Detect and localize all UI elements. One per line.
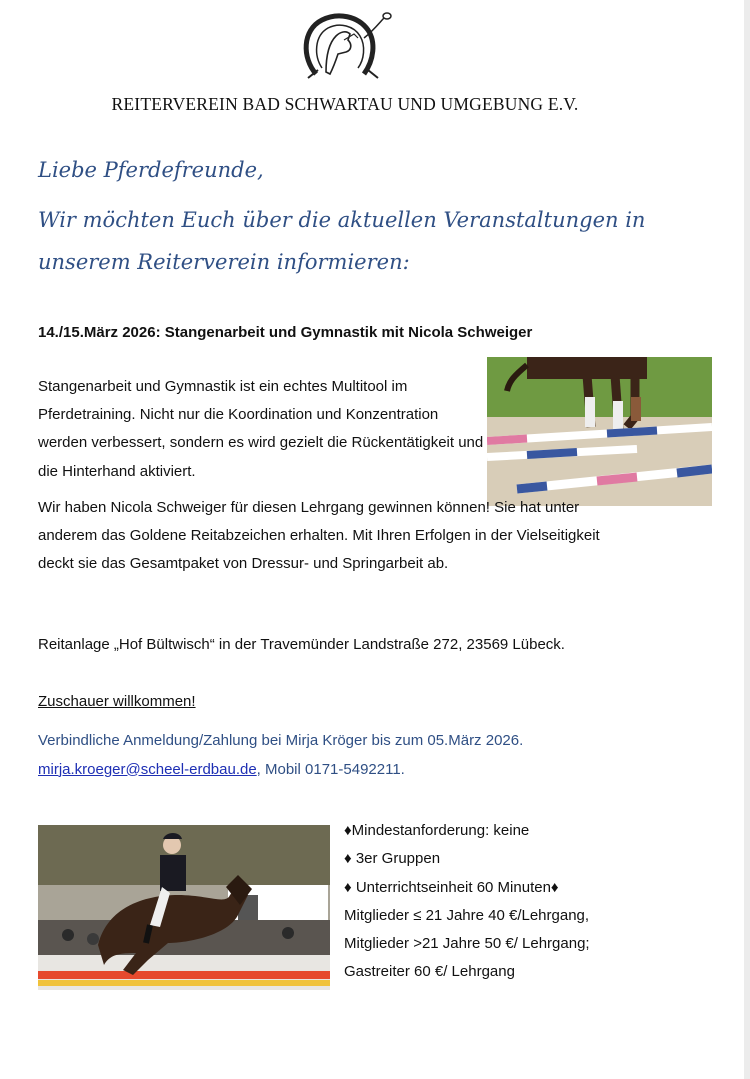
registration-text: Verbindliche Anmeldung/Zahlung bei Mirja Kröger bis zum 05.März 2026. [38, 732, 524, 749]
pole-work-photo [487, 357, 712, 506]
group-size: ♦ 3er Gruppen [344, 850, 441, 868]
spectators-note: Zuschauer willkommen! [38, 693, 196, 710]
venue-address: Reitanlage „Hof Bültwisch“ in der Travemünder Landstraße 272, 23569 Lübeck. [38, 636, 565, 653]
club-logo [288, 8, 398, 84]
club-name: REITERVEREIN BAD SCHWARTAU UND UMGEBUNG E.V. [111, 94, 579, 114]
intro-line-2: unserem Reiterverein informieren: [38, 250, 410, 274]
greeting: Liebe Pferdefreunde, [38, 158, 264, 182]
email-link[interactable]: mirja.kroeger@scheel-erdbau.de [38, 760, 257, 778]
event-paragraph-1: Stangenarbeit und Gymnastik ist ein echtes Multitool im Pferdetraining. Nicht nur die Koordination und Konzentration werden verbessert, sondern es wird gezielt die Rückentätigkeit und die Hinterhand aktiviert. [38, 378, 484, 480]
intro-line-1: Wir möchten Euch über die aktuellen Veranstaltungen in [38, 208, 646, 232]
show-jumping-photo [38, 825, 330, 990]
price-members-old: Mitglieder >21 Jahre 50 €/ Lehrgang; [344, 935, 590, 953]
min-requirement: ♦Mindestanforderung: keine [344, 822, 530, 839]
event-heading: 14./15.März 2026: Stangenarbeit und Gymnastik mit Nicola Schweiger [38, 324, 533, 341]
details-list [344, 817, 590, 987]
registration-block [38, 727, 523, 784]
page-edge [744, 0, 750, 1079]
lesson-unit: ♦ Unterrichtseinheit 60 Minuten♦ [344, 878, 559, 896]
phone-text: , Mobil 0171-5492211. [256, 760, 405, 778]
price-members-young: Mitglieder ≤ 21 Jahre 40 €/Lehrgang, [344, 906, 590, 924]
event-paragraph-2: Wir haben Nicola Schweiger für diesen Lehrgang gewinnen können! Sie hat unter anderem das Goldene Reitabzeichen erhalten. Mit Ihren Erfolgen in der Vielseitigkeit deckt sie das Gesamtpaket von Dressur- und Springarbeit ab. [38, 499, 600, 573]
contact-line [38, 756, 523, 785]
price-guests: Gastreiter 60 €/ Lehrgang [344, 963, 515, 981]
